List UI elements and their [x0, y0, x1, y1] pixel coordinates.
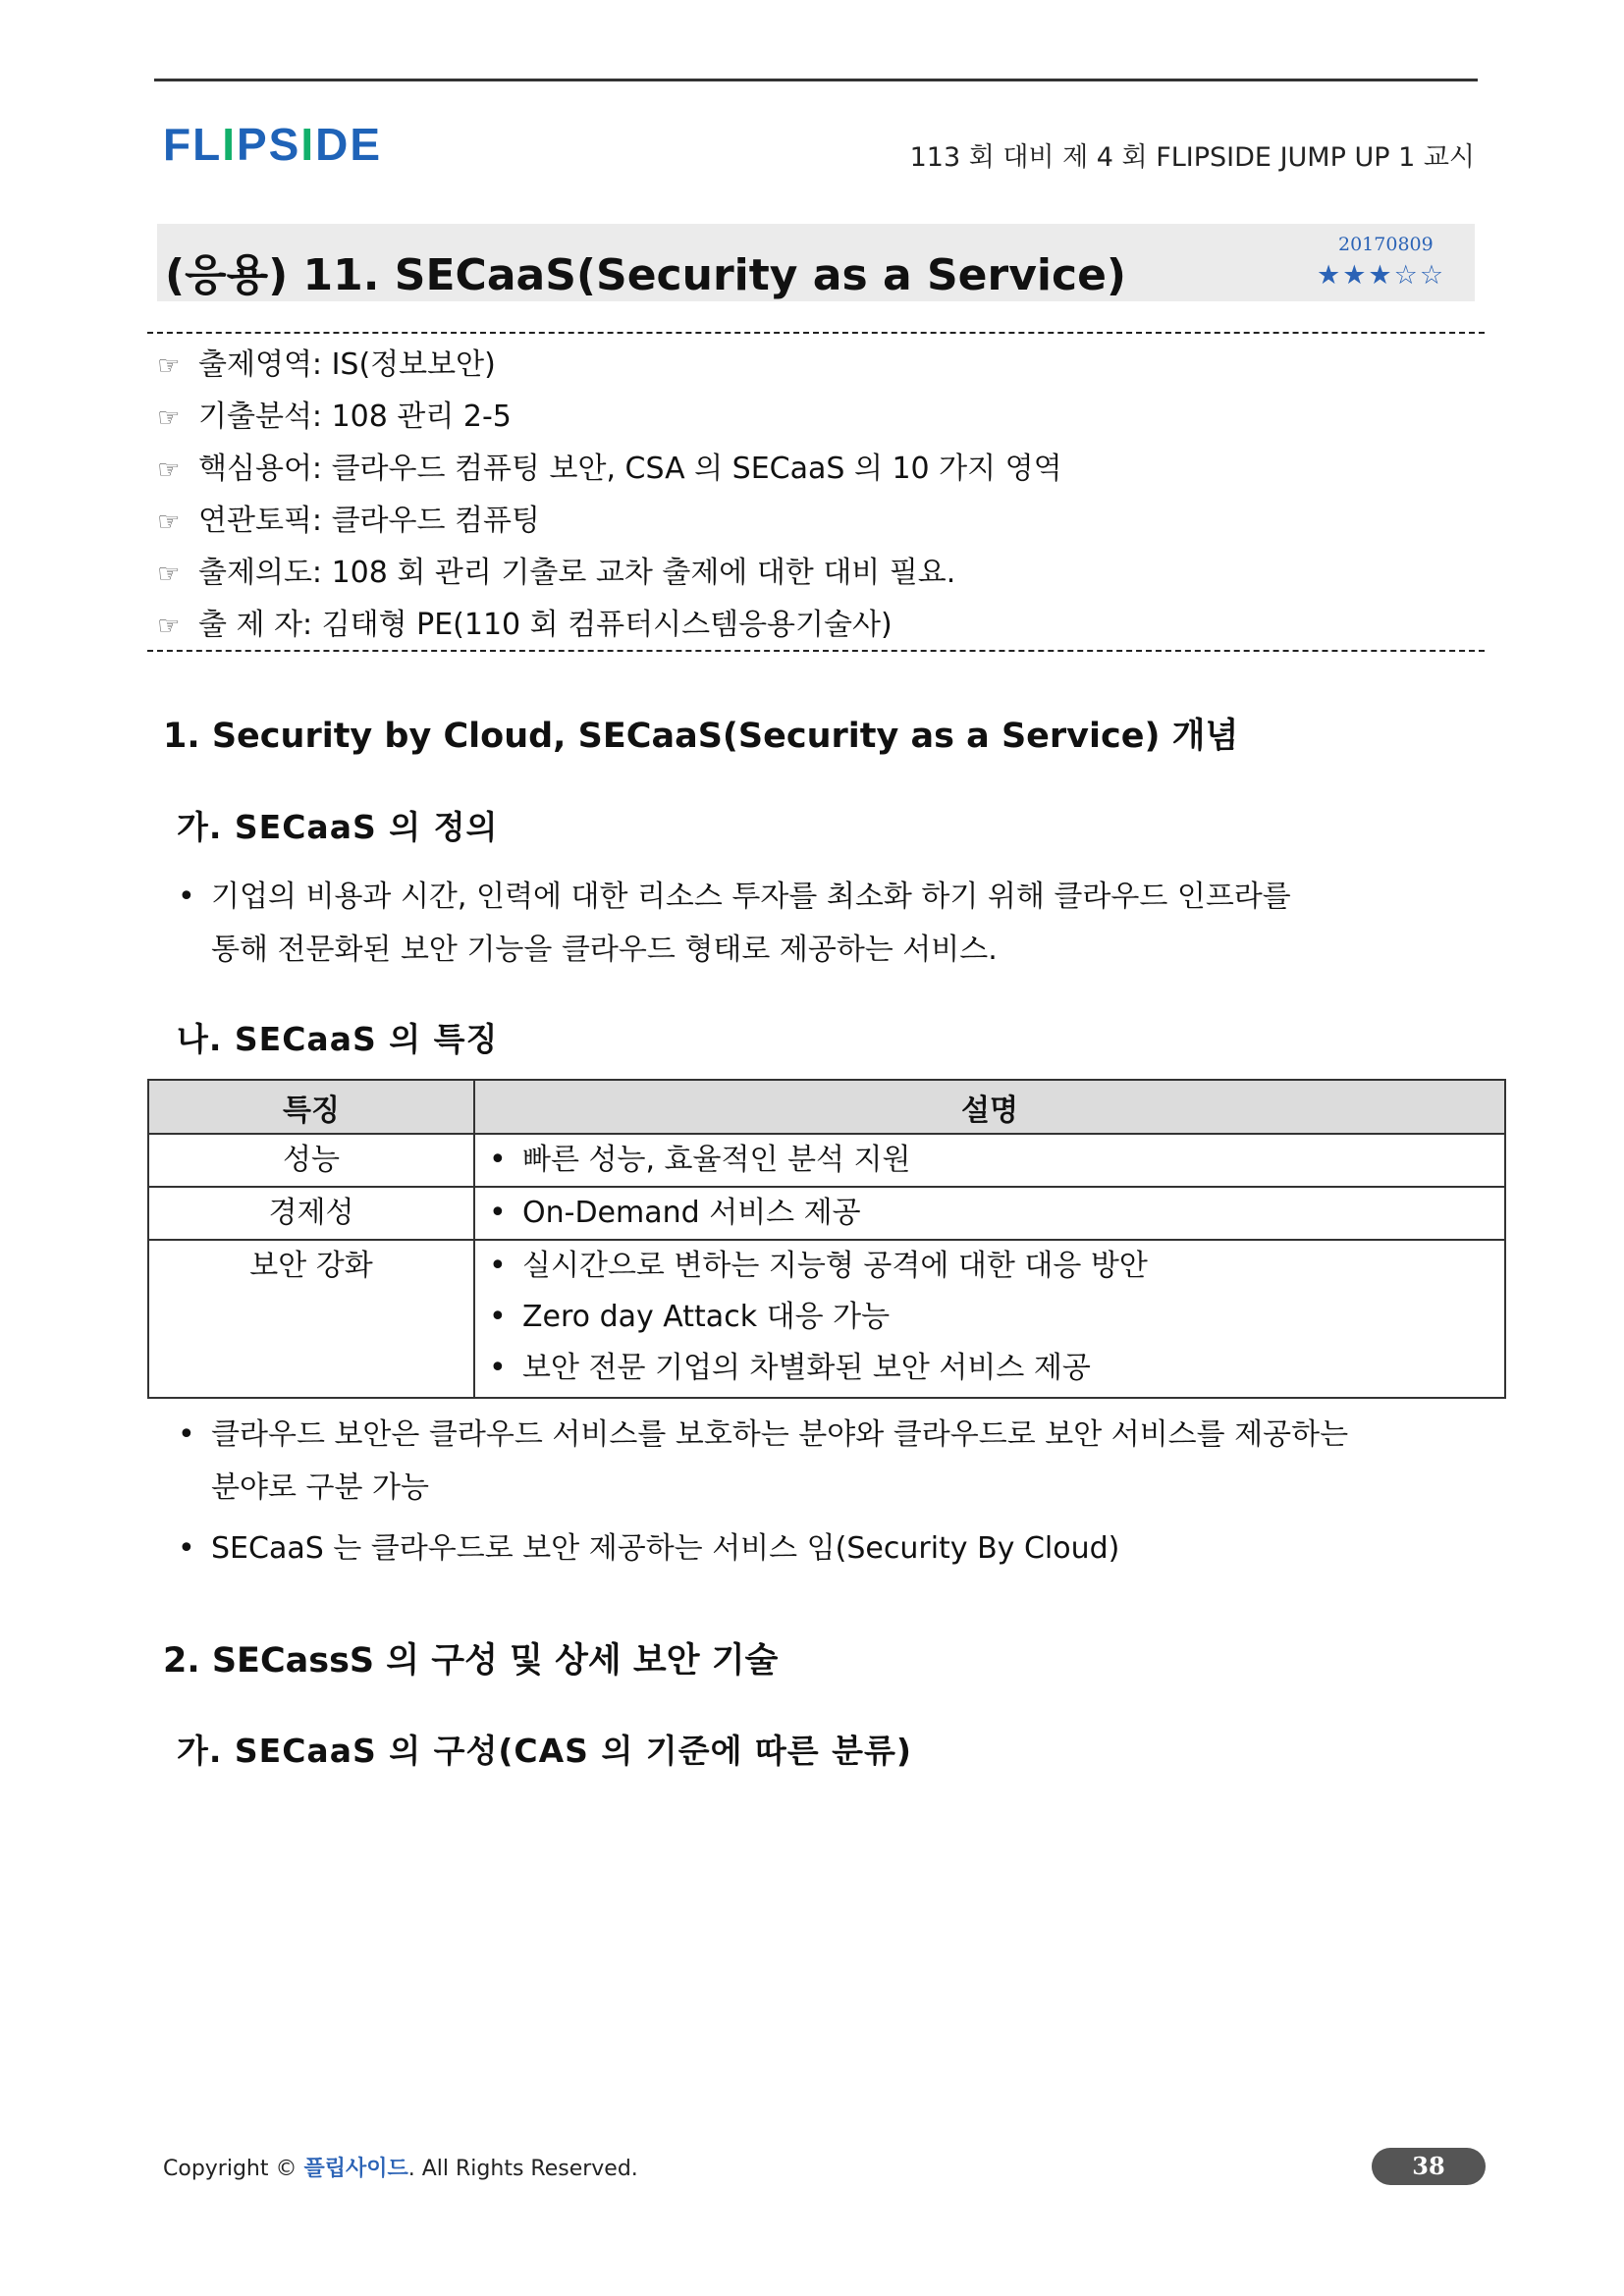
section-1a-heading: 가. SECaaS 의 정의 [177, 808, 499, 846]
note-paragraph [178, 1522, 1120, 1575]
info-item: ☞ 기출분석: 108 관리 2-5 [157, 391, 1062, 443]
info-item: ☞ 출 제 자: 김태형 PE(110 회 컴퓨터시스템응용기술사) [157, 599, 1062, 651]
table-header-description: 설명 [474, 1080, 1505, 1134]
date-code: 20170809 [1338, 234, 1434, 255]
paragraph-line: 기업의 비용과 시간, 인력에 대한 리소스 투자를 최소화 하기 위해 클라우드 인프라를 [211, 880, 1291, 914]
bullet: • [489, 1196, 507, 1230]
description-item: • 보안 전문 기업의 차별화된 보안 서비스 제공 [475, 1343, 1504, 1394]
description-item: • 빠른 성능, 효율적인 분석 지원 [475, 1135, 1504, 1186]
features-table [147, 1079, 1506, 1399]
dashed-divider-bottom [147, 650, 1485, 652]
feature-cell: 경제성 [148, 1187, 474, 1240]
note-paragraph [178, 1409, 1349, 1515]
hand-pointer-icon: ☞ [157, 403, 181, 433]
page-title: (응용) 11. SECaaS(Security as a Service) [165, 250, 1127, 300]
description-cell [474, 1187, 1505, 1240]
feature-cell: 성능 [148, 1134, 474, 1187]
info-item: ☞ 출제영역: IS(정보보안) [157, 339, 1062, 391]
section-1b-heading: 나. SECaaS 의 특징 [177, 1020, 499, 1058]
hand-pointer-icon: ☞ [157, 455, 181, 485]
hand-pointer-icon: ☞ [157, 560, 181, 589]
bullet: • [489, 1249, 507, 1283]
section-2a-heading: 가. SECaaS 의 구성(CAS 의 기준에 따른 분류) [177, 1732, 913, 1770]
bullet: • [178, 1417, 195, 1452]
flipside-logo: FLIPSIDE [163, 119, 383, 170]
info-item: ☞ 연관토픽: 클라우드 컴퓨팅 [157, 495, 1062, 547]
info-item: ☞ 출제의도: 108 회 관리 기출로 교차 출제에 대한 대비 필요. [157, 547, 1062, 599]
paragraph-line: 통해 전문화된 보안 기능을 클라우드 형태로 제공하는 서비스. [211, 933, 998, 967]
description-item: • 실시간으로 변하는 지능형 공격에 대한 대응 방안 [475, 1241, 1504, 1292]
paragraph-line: SECaaS 는 클라우드로 보안 제공하는 서비스 임(Security By Cloud) [211, 1531, 1120, 1566]
table-header-row [148, 1080, 1505, 1134]
definition-paragraph [178, 871, 1291, 977]
brand-name: 플립사이드 [303, 2157, 408, 2181]
table-row [148, 1187, 1505, 1240]
info-item: ☞ 핵심용어: 클라우드 컴퓨팅 보안, CSA 의 SECaaS 의 10 가지 영역 [157, 443, 1062, 495]
bullet: • [489, 1143, 507, 1177]
info-list [157, 339, 1062, 651]
table-header-feature: 특징 [148, 1080, 474, 1134]
difficulty-rating: ★★★☆☆ [1317, 260, 1446, 291]
paragraph-line: 클라우드 보안은 클라우드 서비스를 보호하는 분야와 클라우드로 보안 서비스를 제공하는 [211, 1417, 1349, 1452]
bullet: • [489, 1351, 507, 1385]
table-row [148, 1134, 1505, 1187]
bullet: • [178, 880, 195, 914]
hand-pointer-icon: ☞ [157, 612, 181, 641]
exam-info: 113 회 대비 제 4 회 FLIPSIDE JUMP UP 1 교시 [909, 142, 1475, 173]
description-cell [474, 1240, 1505, 1398]
table-row [148, 1240, 1505, 1398]
copyright-notice: Copyright © 플립사이드. All Rights Reserved. [163, 2157, 638, 2181]
paragraph-line: 분야로 구분 가능 [211, 1470, 429, 1505]
bullet: • [489, 1300, 507, 1334]
description-item: • Zero day Attack 대응 가능 [475, 1292, 1504, 1343]
section-1-heading: 1. Security by Cloud, SECaaS(Security as a Service) 개념 [163, 717, 1239, 756]
feature-cell: 보안 강화 [148, 1240, 474, 1398]
dashed-divider-top [147, 332, 1485, 334]
page-number-badge: 38 [1372, 2148, 1486, 2185]
description-cell [474, 1134, 1505, 1187]
bullet: • [178, 1531, 195, 1566]
hand-pointer-icon: ☞ [157, 351, 181, 381]
hand-pointer-icon: ☞ [157, 507, 181, 537]
description-item: • On-Demand 서비스 제공 [475, 1188, 1504, 1239]
section-2-heading: 2. SECassS 의 구성 및 상세 보안 기술 [163, 1641, 779, 1681]
header-rule [154, 79, 1478, 81]
